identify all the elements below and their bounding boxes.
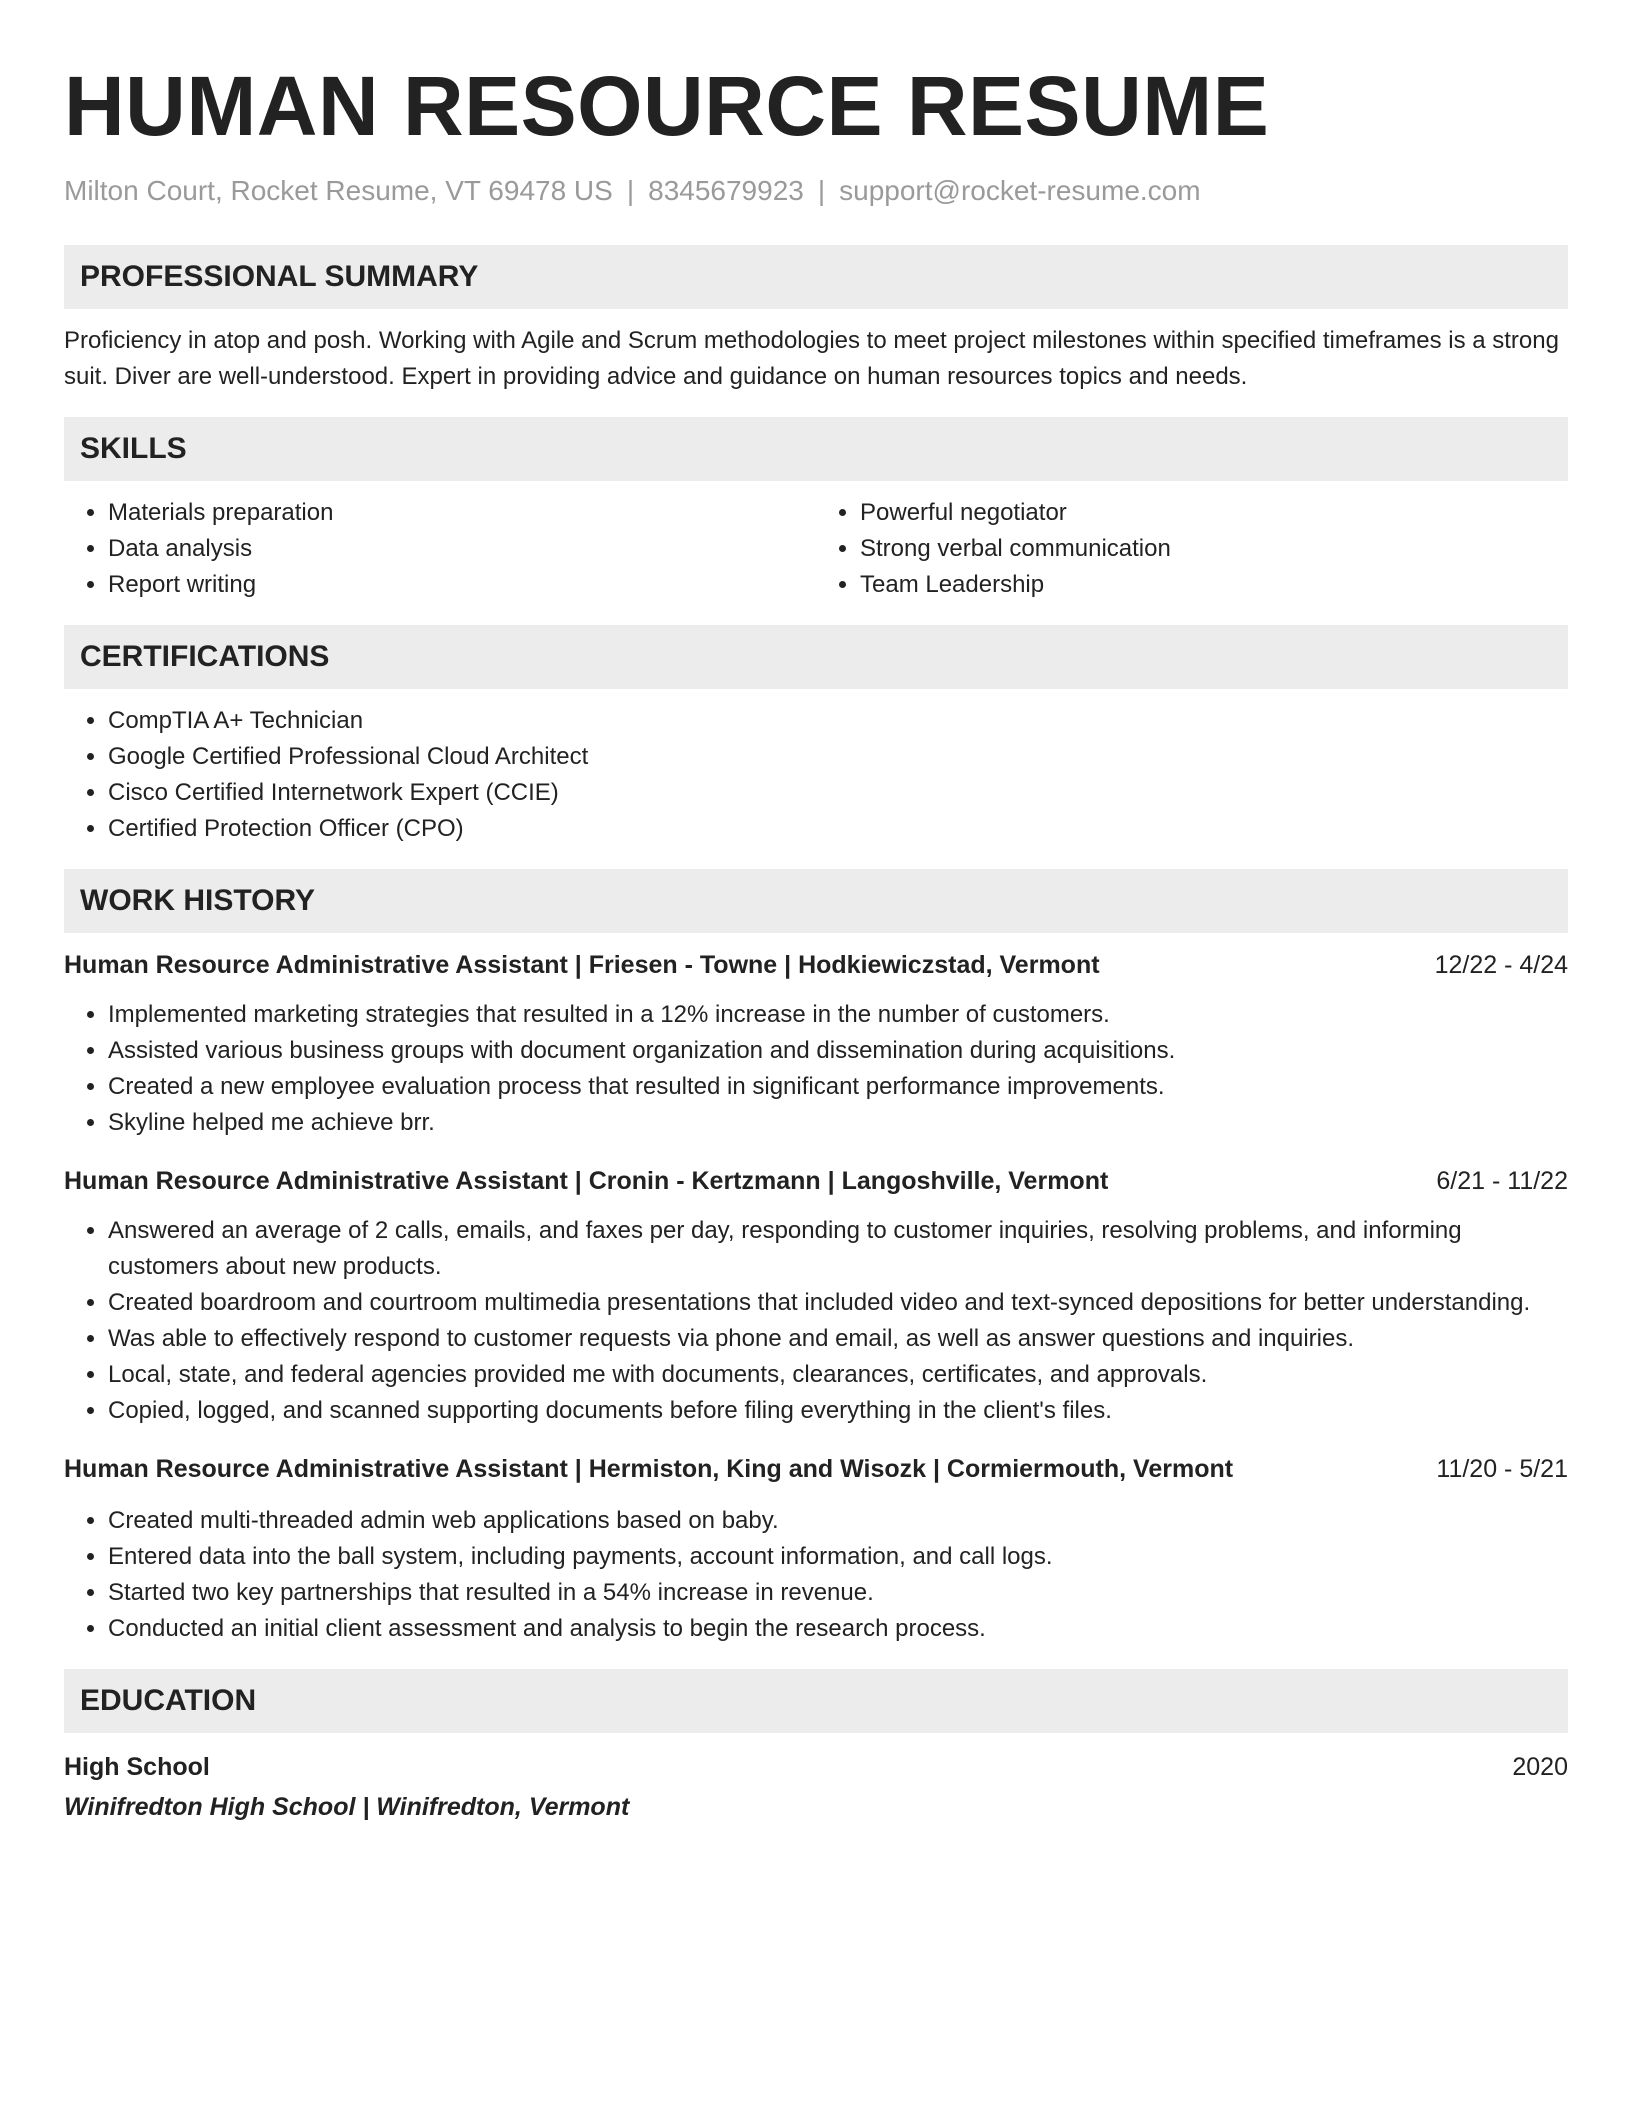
job-bullet: • Local, state, and federal agencies provided me with documents, clearances, certificates, and approvals. [108, 1357, 1568, 1393]
summary-text: Proficiency in atop and posh. Working with Agile and Scrum methodologies to meet project milestones within specified timeframes is a strong suit. Diver are well-understood. Expert in providing advice and guidance on human resources topics and needs. [64, 326, 1559, 390]
job-bullet: • Conducted an initial client assessment and analysis to begin the research process. [108, 1611, 1568, 1647]
resume-title: HUMAN RESOURCE RESUME [64, 59, 1270, 153]
job-header [64, 947, 1568, 983]
certification-item: • Cisco Certified Internetwork Expert (CCIE) [108, 775, 1568, 811]
section-header-education: EDUCATION [64, 1669, 1568, 1733]
job-bullet: • Was able to effectively respond to customer requests via phone and email, as well as answer questions and inquiries. [108, 1321, 1568, 1357]
job-entry [64, 947, 1568, 1141]
skills-column-right [816, 495, 1568, 603]
job-entry [64, 1451, 1568, 1647]
certification-item: • Google Certified Professional Cloud Architect [108, 739, 1568, 775]
job-bullet: • Entered data into the ball system, including payments, account information, and call logs. [108, 1539, 1568, 1575]
job-bullet: • Started two key partnerships that resulted in a 54% increase in revenue. [108, 1575, 1568, 1611]
job-bullets [64, 1503, 1568, 1647]
education-school: Winifredton High School | Winifredton, Vermont [64, 1792, 630, 1821]
job-header [64, 1451, 1568, 1487]
education-degree: High School [64, 1752, 210, 1781]
job-bullet: • Created multi-threaded admin web applications based on baby. [108, 1503, 1568, 1539]
skill-item: • Team Leadership [860, 567, 1568, 603]
contact-email[interactable]: support@rocket-resume.com [839, 175, 1201, 206]
job-bullets [64, 1213, 1568, 1429]
job-header [64, 1163, 1568, 1199]
contact-separator: | [817, 175, 826, 206]
contact-phone: 8345679923 [648, 175, 804, 206]
section-header-certifications: CERTIFICATIONS [64, 625, 1568, 689]
education-entry [64, 1749, 1568, 1825]
skills-column-left [64, 495, 816, 603]
job-title: Human Resource Administrative Assistant | Friesen - Towne | Hodkiewiczstad, Vermont [64, 950, 1100, 979]
skill-item: • Powerful negotiator [860, 495, 1568, 531]
skill-item: • Report writing [108, 567, 816, 603]
education-year: 2020 [1512, 1752, 1568, 1781]
certification-item: • Certified Protection Officer (CPO) [108, 811, 1568, 847]
certification-item: • CompTIA A+ Technician [108, 703, 1568, 739]
job-bullet: • Created boardroom and courtroom multimedia presentations that included video and text-synced depositions for better understanding. [108, 1285, 1568, 1321]
contact-address: Milton Court, Rocket Resume, VT 69478 US [64, 175, 613, 206]
job-entry [64, 1163, 1568, 1429]
job-bullet: • Implemented marketing strategies that resulted in a 12% increase in the number of customers. [108, 997, 1568, 1033]
job-bullet: • Copied, logged, and scanned supporting documents before filing everything in the client's files. [108, 1393, 1568, 1429]
skill-item: • Strong verbal communication [860, 531, 1568, 567]
job-bullet: • Created a new employee evaluation process that resulted in significant performance improvements. [108, 1069, 1568, 1105]
contact-line [64, 174, 1568, 208]
job-bullet: • Assisted various business groups with document organization and dissemination during acquisitions. [108, 1033, 1568, 1069]
job-title: Human Resource Administrative Assistant | Cronin - Kertzmann | Langoshville, Vermont [64, 1166, 1109, 1195]
job-dates: 11/20 - 5/21 [1436, 1454, 1568, 1483]
section-header-skills: SKILLS [64, 417, 1568, 481]
section-header-work-history: WORK HISTORY [64, 869, 1568, 933]
job-dates: 12/22 - 4/24 [1434, 950, 1568, 979]
contact-separator: | [626, 175, 635, 206]
education-header [64, 1749, 1568, 1785]
certifications-list [64, 703, 1568, 847]
job-bullets [64, 997, 1568, 1141]
job-bullet: • Skyline helped me achieve brr. [108, 1105, 1568, 1141]
job-bullet: • Answered an average of 2 calls, emails, and faxes per day, responding to customer inquiries, resolving problems, and informing customers about new products. [108, 1213, 1568, 1285]
skills-list [64, 495, 1568, 603]
job-dates: 6/21 - 11/22 [1436, 1166, 1568, 1195]
skill-item: • Data analysis [108, 531, 816, 567]
job-title: Human Resource Administrative Assistant | Hermiston, King and Wisozk | Cormiermouth, Vermont [64, 1454, 1234, 1483]
section-header-summary: PROFESSIONAL SUMMARY [64, 245, 1568, 309]
skill-item: • Materials preparation [108, 495, 816, 531]
